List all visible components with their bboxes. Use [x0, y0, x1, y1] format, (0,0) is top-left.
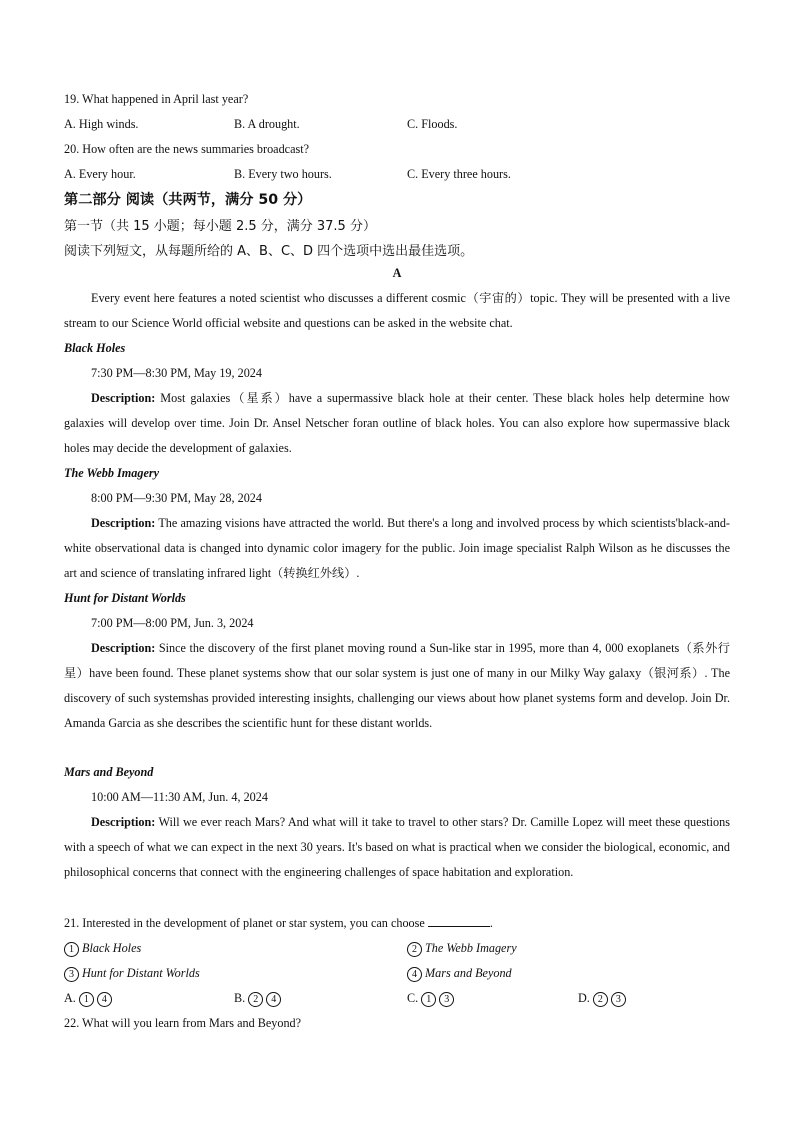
q21-item-3: 3 Hunt for Distant Worlds: [64, 966, 200, 982]
q21-option-b: B. 2 4: [234, 991, 284, 1007]
q19-option-a: A. High winds.: [64, 117, 139, 131]
q21-option-c: C. 1 3: [407, 991, 457, 1007]
reading-instruction: 阅读下列短文，从每题所给的 A、B、C、D 四个选项中选出最佳选项。: [64, 244, 474, 259]
event-time: 7:30 PM—8:30 PM, May 19, 2024: [91, 366, 262, 380]
q21-option-a: A. 1 4: [64, 991, 115, 1007]
event-time: 10:00 AM—11:30 AM, Jun. 4, 2024: [91, 790, 268, 804]
q21-item-1: 1 Black Holes: [64, 941, 141, 957]
event-description: Description: Most galaxies（星系）have a supermassive black hole at their center. These black holes help determine how galaxies will develop over time. Join Dr. Ansel Netscher foran outline of black holes. You can also explore how supermassive black holes may decide the development of galaxies.: [64, 391, 730, 455]
answer-blank: [428, 916, 490, 927]
q21-item-2: 2 The Webb Imagery: [407, 941, 517, 957]
question-22: 22. What will you learn from Mars and Beyond?: [64, 1016, 302, 1030]
q20-option-a: A. Every hour.: [64, 167, 136, 181]
event-description: Description: Since the discovery of the first planet moving round a Sun-like star in 1995, more than 4, 000 exoplanets（系外行星）have been found. These planet systems show that our solar system is just one of many in our Milky Way galaxy（银河系）. The discovery of such systemshas provided interesting insights, challenging our views about how planet systems form and develop. Join Dr. Amanda Garcia as she describes the scientific hunt for these distant worlds.: [64, 641, 730, 730]
event-title-webb-imagery: The Webb Imagery: [64, 466, 160, 480]
event-time: 7:00 PM—8:00 PM, Jun. 3, 2024: [91, 616, 254, 630]
event-description: Description: Will we ever reach Mars? And what will it take to travel to other stars? Dr. Camille Lopez will meet these questions with a speech of what we can expect in the next 30 years. It's based on what is practical when we consider the biological, economic, and philosophical concerns that connect with the engineering challenges of space habitation and exploration.: [64, 815, 730, 879]
q19-option-b: B. A drought.: [234, 117, 300, 131]
passage-letter: A: [392, 266, 402, 280]
event-time: 8:00 PM—9:30 PM, May 28, 2024: [91, 491, 262, 505]
q20-option-c: C. Every three hours.: [407, 167, 511, 181]
question-21: 21. Interested in the development of planet or star system, you can choose .: [64, 916, 493, 930]
event-description: Description: The amazing visions have attracted the world. But there's a long and involved process by which scientists'black-and-white observational data is changed into dynamic color imagery for the public. Join image specialist Ralph Wilson as he discusses the art and science of translating infrared light（转换红外线）.: [64, 516, 730, 580]
event-title-distant-worlds: Hunt for Distant Worlds: [64, 591, 186, 605]
q19-option-c: C. Floods.: [407, 117, 458, 131]
passage-intro: Every event here features a noted scientist who discusses a different cosmic（宇宙的）topic. They will be presented with a live stream to our Science World official website and questions can be asked in the website chat.: [64, 291, 730, 330]
part2-heading: 第二部分 阅读（共两节，满分 50 分）: [64, 192, 312, 208]
q21-item-4: 4 Mars and Beyond: [407, 966, 512, 982]
q21-option-d: D. 2 3: [578, 991, 629, 1007]
event-title-mars-beyond: Mars and Beyond: [64, 765, 154, 779]
question-19: 19. What happened in April last year?: [64, 92, 249, 106]
question-20: 20. How often are the news summaries broadcast?: [64, 142, 310, 156]
section1-heading: 第一节（共 15 小题；每小题 2.5 分，满分 37.5 分）: [64, 219, 376, 234]
event-title-black-holes: Black Holes: [64, 341, 126, 355]
q20-option-b: B. Every two hours.: [234, 167, 332, 181]
